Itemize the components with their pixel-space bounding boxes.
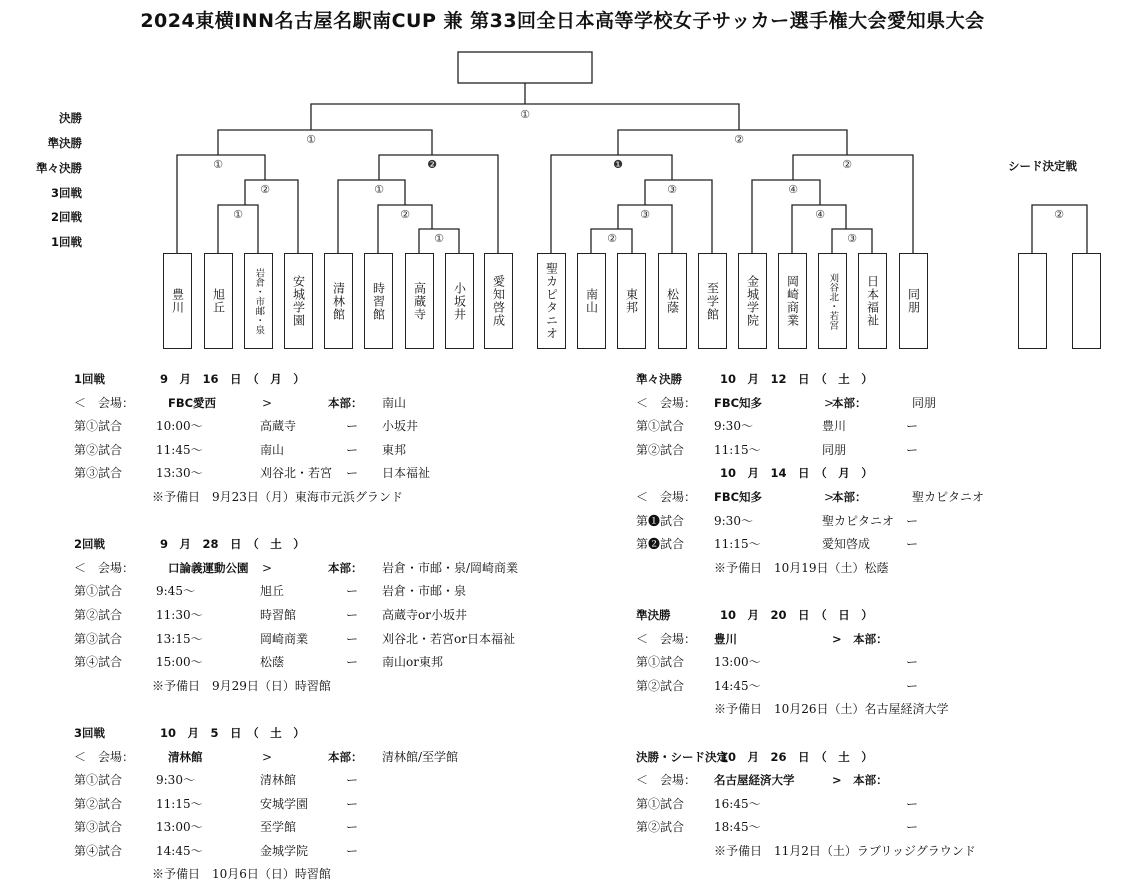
cell-b: 10 月 5 日 （ 土 ） — [160, 725, 305, 740]
cell-d: ー — [346, 607, 359, 622]
mark-seed: ② — [1054, 208, 1064, 221]
cell-d: ー — [906, 820, 919, 835]
cell-e: 南山or東邦 — [382, 655, 443, 670]
cell-a: 第①試合 — [74, 419, 123, 434]
spacer — [636, 580, 1106, 604]
team-box — [537, 253, 566, 349]
cell-c: > — [262, 560, 273, 575]
cell-d: 本部： — [328, 749, 363, 764]
cell-b: 名古屋経済大学 — [714, 773, 795, 788]
cell-d: ー — [906, 419, 919, 434]
cell-a: 1回戦 — [74, 372, 106, 386]
cell-a: 第②試合 — [636, 442, 685, 457]
cell-c: > — [824, 395, 835, 410]
match-row — [636, 816, 1106, 840]
cell-b: 13:30〜 — [156, 466, 203, 481]
cell-c: 松蔭 — [260, 655, 285, 670]
mark-r3d: ④ — [788, 183, 798, 196]
team-name: 松蔭 — [665, 288, 680, 314]
team-name: 南山 — [584, 288, 599, 314]
cell-e: 聖カピタニオ — [912, 489, 985, 504]
cell-c: 清林館 — [260, 773, 297, 788]
cell-c: > — [262, 749, 273, 764]
team-name: 至学館 — [705, 281, 720, 321]
team-box — [818, 253, 847, 349]
venue-row — [636, 628, 1106, 652]
team-box — [324, 253, 353, 349]
reserve-note — [74, 675, 584, 699]
seed-decision-label: シード決定戦 — [1008, 159, 1077, 173]
cell-a: 第③試合 — [74, 820, 123, 835]
cell-b: 9:30〜 — [714, 513, 753, 528]
team-box — [698, 253, 727, 349]
cell-d: ー — [906, 442, 919, 457]
round-label-round2: 2回戦 — [50, 210, 82, 224]
team-name: 愛知啓成 — [491, 275, 506, 327]
match-row — [636, 415, 1106, 439]
match-row — [74, 793, 584, 817]
cell-a: 決勝・シード決定 — [636, 749, 728, 764]
cell-c: 至学館 — [260, 820, 297, 835]
reserve-note — [636, 698, 1106, 722]
round-header — [636, 604, 1106, 628]
cell-b: 10 月 12 日 （ 土 ） — [720, 372, 873, 386]
cell-b: 10:00〜 — [156, 419, 203, 434]
match-row — [74, 415, 584, 439]
match-row — [74, 651, 584, 675]
cell-d: ー — [346, 584, 359, 599]
cell-a: 3回戦 — [74, 725, 106, 740]
cell-e: 清林館/至学館 — [382, 749, 459, 764]
team-name: 旭丘 — [211, 288, 226, 314]
cell-c: 愛知啓成 — [822, 537, 871, 552]
cell-a: ＜ 会場： — [74, 560, 135, 575]
match-row — [636, 439, 1106, 463]
team-box — [364, 253, 393, 349]
cell-c: 聖カピタニオ — [822, 513, 895, 528]
cell-d: > 本部： — [832, 631, 888, 646]
match-row — [74, 439, 584, 463]
cell-a: 2回戦 — [74, 537, 106, 552]
round-header — [74, 722, 584, 746]
cell-d: ー — [346, 796, 359, 811]
cell-b: 13:15〜 — [156, 631, 203, 646]
cell-e: 高蔵寺or小坂井 — [382, 607, 467, 622]
cell-e: 同朋 — [912, 395, 937, 410]
mark-qf2: ❷ — [427, 158, 437, 171]
cell-a: ＜ 会場： — [636, 773, 697, 788]
mark-r1c: ② — [607, 232, 617, 245]
cell-d: > 本部： — [832, 773, 888, 788]
cell-a: 第①試合 — [636, 796, 685, 811]
cell-b: 15:00〜 — [156, 655, 203, 670]
cell-c: 南山 — [260, 442, 285, 457]
round-label-final: 決勝 — [59, 111, 82, 125]
team-box — [778, 253, 807, 349]
cell-a: 第④試合 — [74, 843, 123, 858]
round-header — [74, 533, 584, 557]
cell-b: 9 月 16 日 （ 月 ） — [160, 372, 305, 386]
match-row — [74, 840, 584, 864]
cell-e: 刈谷北・若宮or日本福祉 — [382, 631, 515, 646]
match-row — [74, 462, 584, 486]
cell-b: 9:45〜 — [156, 584, 195, 599]
team-name: 豊川 — [170, 288, 185, 314]
cell-b: 11:45〜 — [156, 442, 203, 457]
team-box — [284, 253, 313, 349]
cell-b: 豊川 — [714, 631, 737, 646]
cell-b: 13:00〜 — [156, 820, 203, 835]
team-box — [204, 253, 233, 349]
team-box — [445, 253, 474, 349]
cell-b: 10 月 14 日 （ 月 ） — [720, 466, 873, 481]
match-row — [636, 651, 1106, 675]
mark-r3b: ① — [374, 183, 384, 196]
seed-team-box — [1018, 253, 1047, 349]
team-box — [738, 253, 767, 349]
cell-a: ※予備日 9月23日（月）東海市元浜グランド — [152, 489, 403, 504]
cell-c: 時習館 — [260, 607, 297, 622]
team-box — [658, 253, 687, 349]
cell-a: 第②試合 — [74, 442, 123, 457]
mark-r2c: ③ — [640, 208, 650, 221]
r3c-bar — [645, 180, 712, 253]
cell-c: 同朋 — [822, 442, 847, 457]
cell-b: 14:45〜 — [156, 843, 203, 858]
team-box — [858, 253, 887, 349]
cell-e: 日本福祉 — [382, 466, 431, 481]
venue-row — [636, 769, 1106, 793]
team-box — [244, 253, 273, 349]
mark-r2a: ① — [233, 208, 243, 221]
team-box — [577, 253, 606, 349]
round-label-semifinal: 準決勝 — [47, 136, 82, 150]
cell-a: ＜ 会場： — [636, 395, 697, 410]
cell-a: 第❶試合 — [636, 513, 685, 528]
cell-a: ＜ 会場： — [636, 631, 697, 646]
date-header — [636, 462, 1106, 486]
cell-c: 金城学院 — [260, 843, 309, 858]
cell-d: ー — [906, 678, 919, 693]
team-name: 小坂井 — [452, 281, 467, 321]
match-row — [636, 793, 1106, 817]
cell-a: 第①試合 — [74, 584, 123, 599]
cell-c: > — [824, 489, 835, 504]
reserve-note — [636, 557, 1106, 581]
mark-r3a: ② — [260, 183, 270, 196]
mark-r1d: ③ — [847, 232, 857, 245]
cell-b: FBC愛西 — [168, 395, 217, 410]
spacer — [74, 698, 584, 722]
cell-d: ー — [906, 537, 919, 552]
cell-d: ー — [346, 655, 359, 670]
mark-final: ① — [520, 108, 530, 121]
cell-b: 11:15〜 — [714, 442, 761, 457]
cell-a: 第③試合 — [74, 631, 123, 646]
team-name: 岡崎商業 — [785, 275, 800, 327]
cell-d: ー — [906, 513, 919, 528]
cell-b: 16:45〜 — [714, 796, 761, 811]
page-title: 2024東横INN名古屋名駅南CUP 兼 第33回全日本高等学校女子サッカー選手権大会愛知県大会 — [140, 10, 985, 32]
venue-row — [636, 486, 1106, 510]
venue-row — [74, 746, 584, 770]
cell-b: 18:45〜 — [714, 820, 761, 835]
cell-a: 第②試合 — [74, 607, 123, 622]
cell-d: ー — [346, 466, 359, 481]
champion-box — [458, 52, 592, 83]
venue-row — [74, 557, 584, 581]
mark-qf1: ① — [213, 158, 223, 171]
mark-qf3: ❶ — [613, 158, 623, 171]
team-box — [484, 253, 513, 349]
reserve-note — [636, 840, 1106, 864]
reserve-note — [74, 863, 584, 887]
cell-d: ー — [906, 655, 919, 670]
round-label-quarterfinal: 準々決勝 — [36, 161, 82, 175]
cell-a: ＜ 会場： — [74, 749, 135, 764]
round-label-round3: 3回戦 — [50, 186, 82, 200]
cell-a: ＜ 会場： — [74, 395, 135, 410]
cell-e: 南山 — [382, 395, 407, 410]
cell-b: 清林館 — [168, 749, 203, 764]
cell-b: 11:15〜 — [714, 537, 761, 552]
mark-qf4: ② — [842, 158, 852, 171]
cell-c: > — [262, 395, 273, 410]
cell-e: 岩倉・市邮・泉/岡崎商業 — [382, 560, 519, 575]
cell-a: 第❷試合 — [636, 537, 685, 552]
team-name: 刈谷北・若宮 — [827, 272, 839, 330]
mark-sf-right: ② — [734, 133, 744, 146]
cell-a: 第①試合 — [636, 419, 685, 434]
team-name: 金城学院 — [745, 275, 760, 327]
cell-b: 11:15〜 — [156, 796, 203, 811]
venue-row — [74, 392, 584, 416]
match-row — [636, 533, 1106, 557]
team-name: 東邦 — [624, 288, 639, 314]
cell-b: 10 月 26 日 （ 土 ） — [720, 749, 873, 764]
cell-e: 小坂井 — [382, 419, 419, 434]
seed-team-box — [1072, 253, 1101, 349]
cell-a: ※予備日 10月26日（土）名古屋経済大学 — [714, 702, 949, 717]
cell-b: 9:30〜 — [714, 419, 753, 434]
cell-a: 第④試合 — [74, 655, 123, 670]
team-name: 高蔵寺 — [412, 281, 427, 321]
cell-c: 岡崎商業 — [260, 631, 309, 646]
cell-e: 岩倉・市邮・泉 — [382, 584, 467, 599]
cell-c: 旭丘 — [260, 584, 285, 599]
match-row — [74, 628, 584, 652]
cell-b: FBC知多 — [714, 395, 763, 410]
match-row — [636, 675, 1106, 699]
round-header — [636, 368, 1106, 392]
sf-right-bar — [618, 130, 847, 155]
cell-d: ー — [346, 631, 359, 646]
team-name: 日本福祉 — [865, 275, 880, 327]
cell-a: ※予備日 11月2日（土）ラブリッジグラウンド — [714, 843, 976, 858]
match-row — [74, 816, 584, 840]
cell-c: 豊川 — [822, 419, 847, 434]
mark-r1a: ① — [434, 232, 444, 245]
cell-b: 口論義運動公園 — [168, 560, 249, 575]
r3d-bar — [752, 180, 820, 253]
match-row — [74, 580, 584, 604]
cell-a: 第②試合 — [74, 796, 123, 811]
cell-b: 13:00〜 — [714, 655, 761, 670]
cell-a: ＜ 会場： — [636, 489, 697, 504]
cell-b: FBC知多 — [714, 489, 763, 504]
r3b-bar — [338, 180, 405, 253]
cell-d: 本部： — [328, 560, 363, 575]
spacer — [74, 510, 584, 534]
cell-b: 9:30〜 — [156, 773, 195, 788]
team-box — [899, 253, 928, 349]
cell-c: 刈谷北・若宮 — [260, 466, 333, 481]
team-name: 岩倉・市邮・泉 — [253, 267, 265, 335]
cell-c: 安城学園 — [260, 796, 309, 811]
reserve-note — [74, 486, 584, 510]
team-name: 清林館 — [331, 281, 346, 321]
cell-a: ※予備日 10月6日（日）時習館 — [152, 867, 331, 882]
cell-d: 本部： — [832, 489, 867, 504]
mark-sf-left: ① — [306, 133, 316, 146]
cell-d: ー — [346, 442, 359, 457]
spacer — [636, 722, 1106, 746]
match-row — [74, 769, 584, 793]
cell-a: ※予備日 10月19日（土）松蔭 — [714, 560, 889, 575]
cell-b: 10 月 20 日 （ 日 ） — [720, 607, 873, 622]
team-name: 聖カピタニオ — [544, 262, 559, 340]
venue-row — [636, 392, 1106, 416]
cell-a: 第①試合 — [74, 773, 123, 788]
team-name: 安城学園 — [291, 275, 306, 327]
cell-a: 第②試合 — [636, 820, 685, 835]
cell-a: 第②試合 — [636, 678, 685, 693]
round-header — [74, 368, 584, 392]
cell-b: 14:45〜 — [714, 678, 761, 693]
cell-d: ー — [906, 796, 919, 811]
cell-d: ー — [346, 773, 359, 788]
cell-b: 9 月 28 日 （ 土 ） — [160, 537, 305, 552]
cell-d: ー — [346, 419, 359, 434]
cell-a: 準々決勝 — [636, 372, 682, 386]
mark-r2b: ② — [400, 208, 410, 221]
team-box — [405, 253, 434, 349]
cell-a: 第③試合 — [74, 466, 123, 481]
schedule-left — [74, 368, 584, 887]
cell-d: 本部： — [328, 395, 363, 410]
cell-c: 高蔵寺 — [260, 419, 297, 434]
cell-b: 11:30〜 — [156, 607, 203, 622]
team-name: 同朋 — [906, 288, 921, 314]
cell-a: ※予備日 9月29日（日）時習館 — [152, 678, 331, 693]
team-name: 時習館 — [371, 281, 386, 321]
cell-d: ー — [346, 820, 359, 835]
sf-left-bar — [218, 130, 432, 155]
cell-e: 東邦 — [382, 442, 407, 457]
cell-d: ー — [346, 843, 359, 858]
cell-a: 第①試合 — [636, 655, 685, 670]
team-box — [617, 253, 646, 349]
match-row — [74, 604, 584, 628]
round-header — [636, 746, 1106, 770]
match-row — [636, 510, 1106, 534]
mark-r3c: ③ — [667, 183, 677, 196]
mark-r2e: ④ — [815, 208, 825, 221]
schedule-right — [636, 368, 1106, 863]
round-label-round1: 1回戦 — [50, 235, 82, 249]
r3a-bar — [245, 180, 298, 253]
cell-a: 準決勝 — [636, 607, 671, 622]
cell-d: 本部： — [832, 395, 867, 410]
team-box — [163, 253, 192, 349]
